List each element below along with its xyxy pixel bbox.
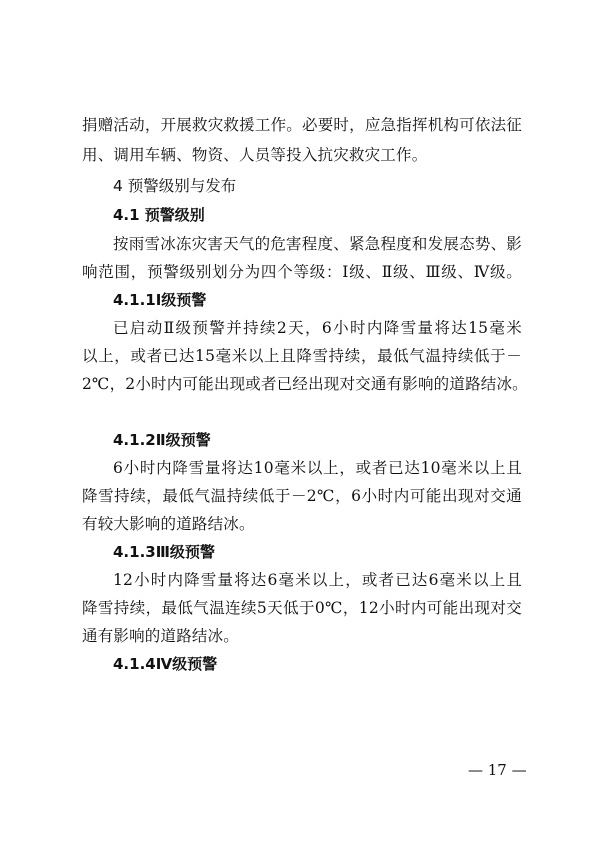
section-heading-4-1-2: 4.1.2Ⅱ级预警 <box>113 431 211 449</box>
section-heading-4: 4 预警级别与发布 <box>113 177 237 195</box>
section-heading-4-1-3: 4.1.3Ⅲ级预警 <box>113 543 215 561</box>
paragraph-line: 响范围，预警级别划分为四个等级：Ⅰ级、Ⅱ级、Ⅲ级、Ⅳ级。 <box>82 263 522 281</box>
paragraph-line: 6小时内降雪量将达10毫米以上，或者已达10毫米以上且 <box>113 459 522 477</box>
paragraph-line: 用、调用车辆、物资、人员等投入抗灾救灾工作。 <box>82 146 428 164</box>
paragraph-line: 以上，或者已达15毫米以上且降雪持续，最低气温持续低于－ <box>82 347 522 365</box>
paragraph-line: 降雪持续，最低气温持续低于－2℃，6小时内可能出现对交通 <box>82 487 522 505</box>
section-heading-4-1-1: 4.1.1Ⅰ级预警 <box>113 291 207 309</box>
paragraph-line: 按雨雪冰冻灾害天气的危害程度、紧急程度和发展态势、影 <box>113 235 522 253</box>
paragraph-line: 降雪持续，最低气温连续5天低于0℃，12小时内可能出现对交 <box>82 599 522 617</box>
paragraph-line: 2℃，2小时内可能出现或者已经出现对交通有影响的道路结冰。 <box>82 375 528 393</box>
page-number: — 17 — <box>468 761 527 779</box>
paragraph-line: 有较大影响的道路结冰。 <box>82 515 255 533</box>
paragraph-line: 捐赠活动，开展救灾救援工作。必要时，应急指挥机构可依法征 <box>82 116 522 134</box>
section-heading-4-1: 4.1 预警级别 <box>113 206 205 224</box>
paragraph-line: 12小时内降雪量将达6毫米以上，或者已达6毫米以上且 <box>113 571 522 589</box>
section-heading-4-1-4: 4.1.4Ⅳ级预警 <box>113 655 218 673</box>
paragraph-line: 通有影响的道路结冰。 <box>82 627 240 645</box>
paragraph-line: 已启动Ⅱ级预警并持续2天，6小时内降雪量将达15毫米 <box>113 319 522 337</box>
